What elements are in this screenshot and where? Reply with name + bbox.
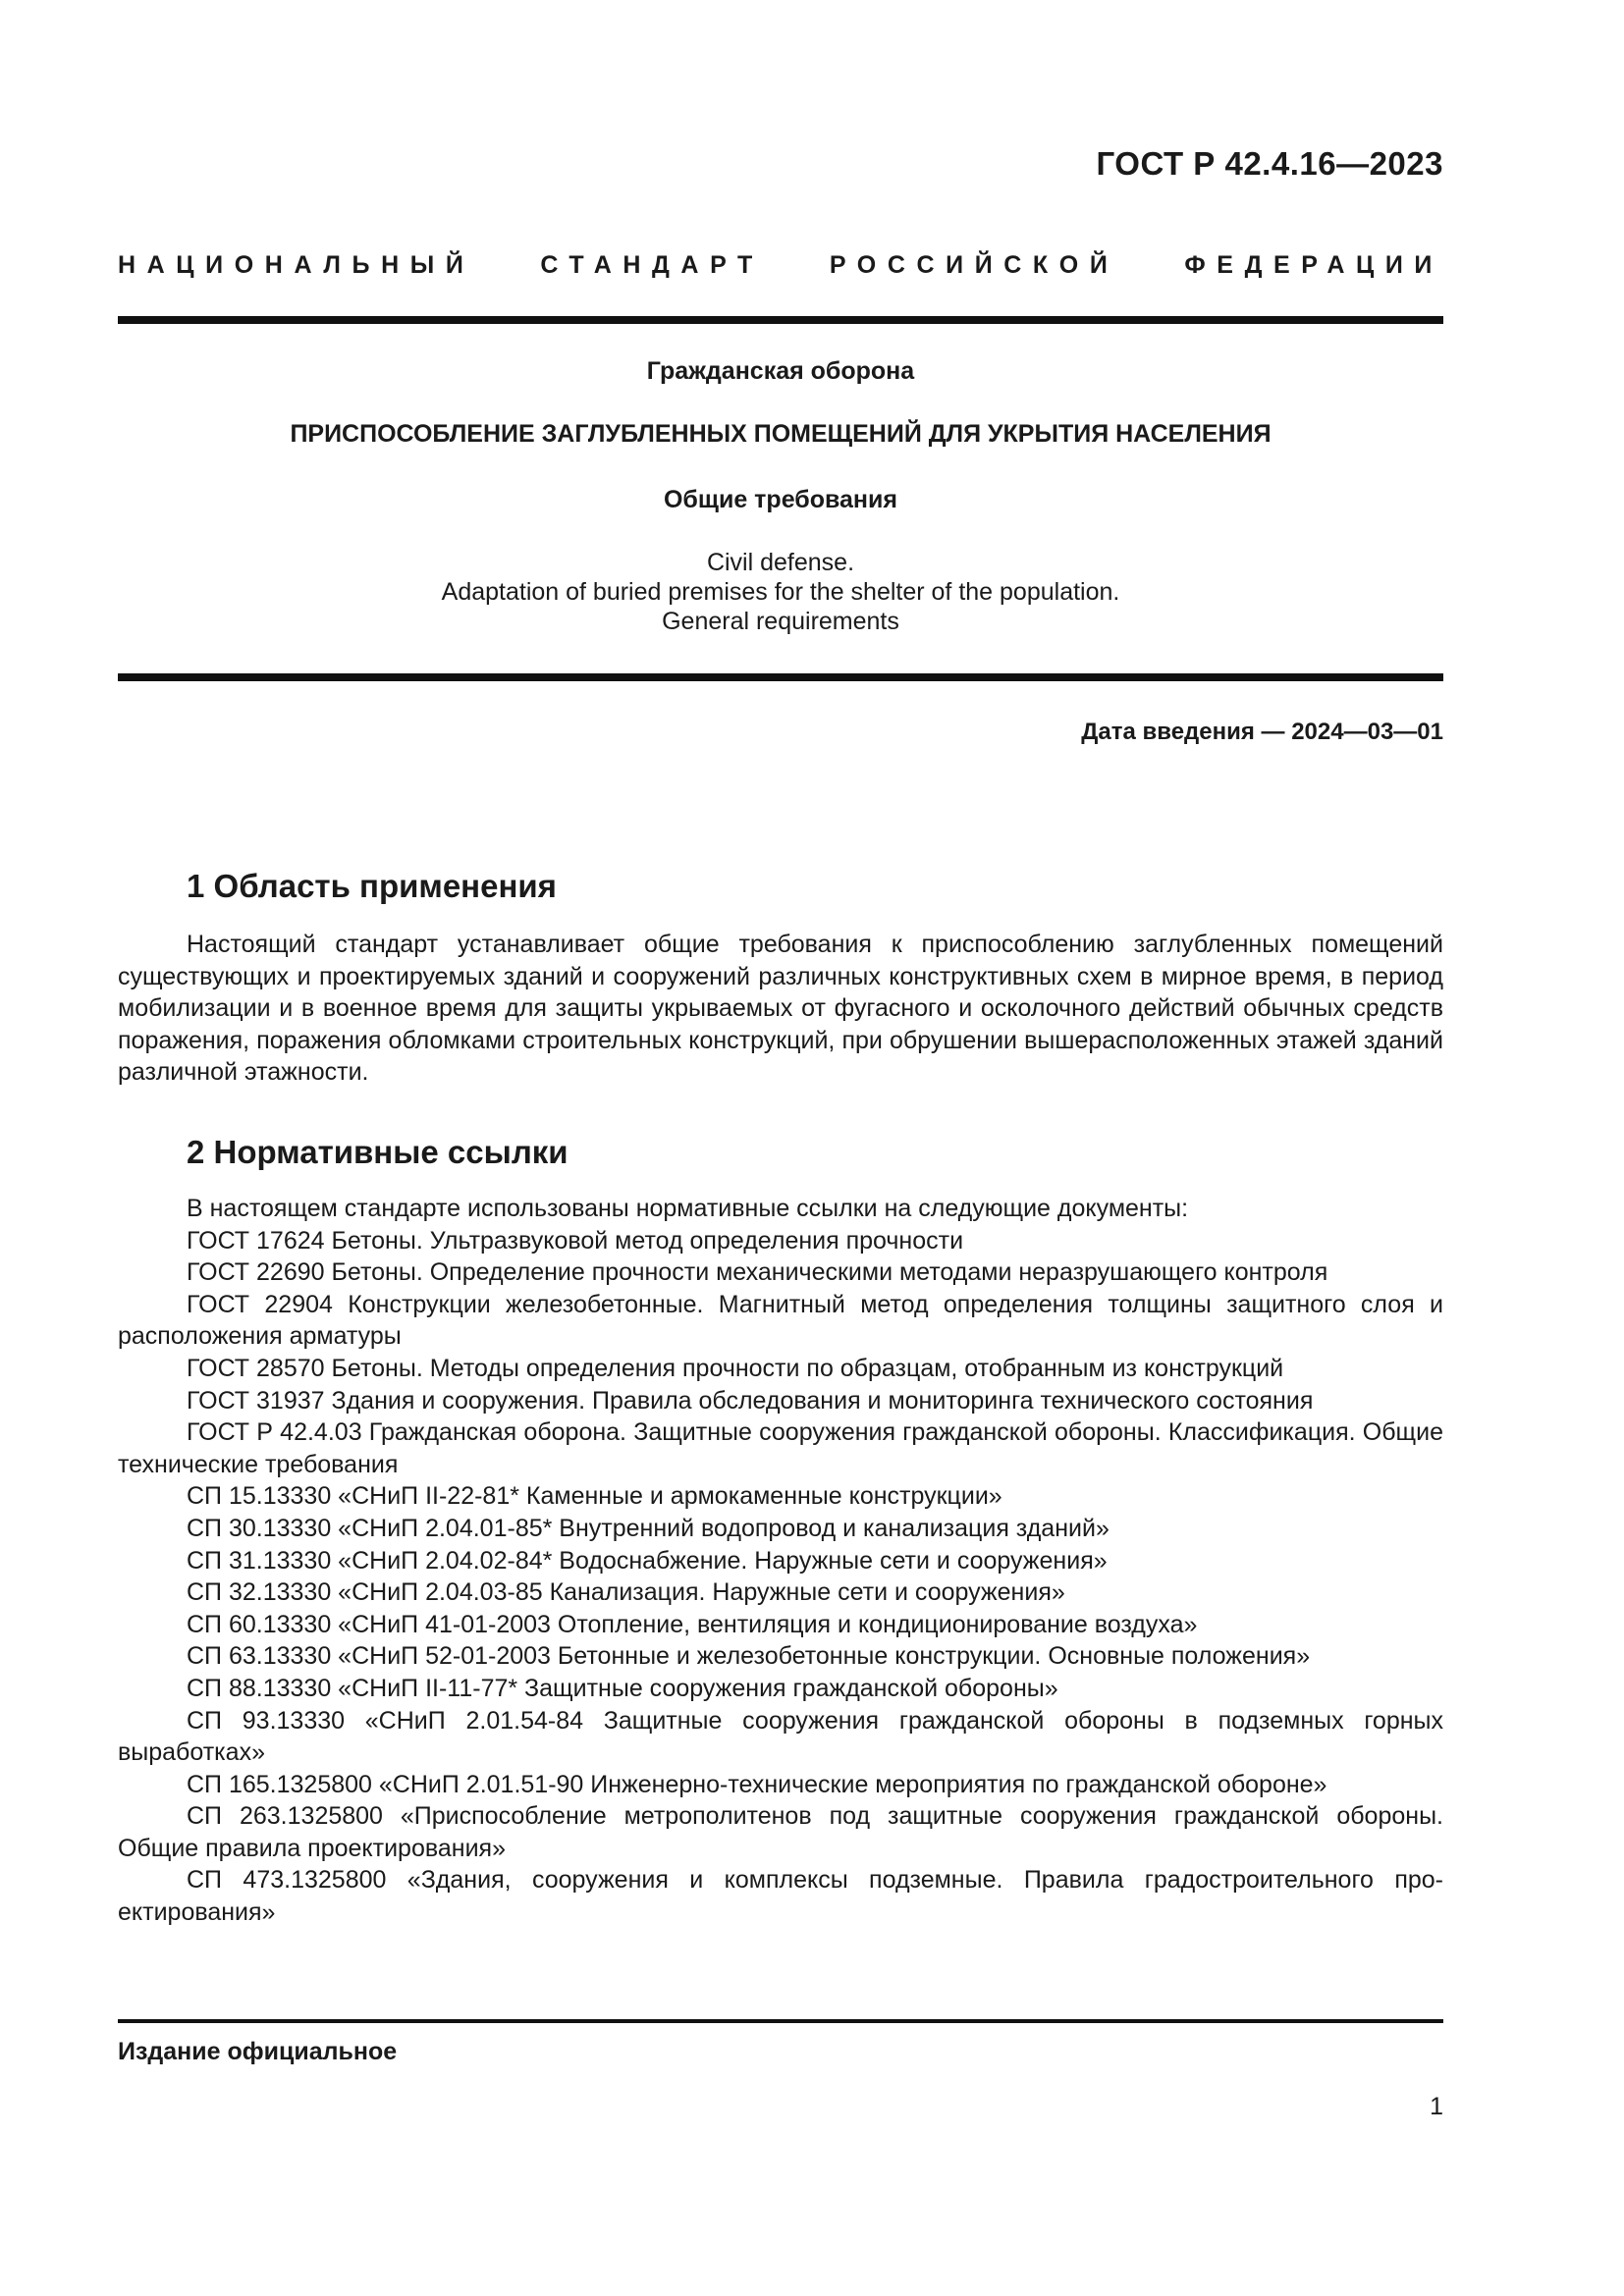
footer-divider	[118, 2019, 1443, 2023]
reference-item: ГОСТ 28570 Бетоны. Методы определения прочности по образцам, отобранным из конструкций	[187, 1354, 1284, 1382]
reference-item: СП 30.13330 «СНиП 2.04.01-85* Внутренний водопровод и канализация зданий»	[187, 1514, 1110, 1542]
reference-item: ГОСТ 22690 Бетоны. Определение прочности механическими методами неразрушающего контроля	[187, 1258, 1328, 1287]
section-heading-scope: 1 Область применения	[187, 868, 557, 904]
reference-item: СП 32.13330 «СНиП 2.04.03-85 Канализация. Наружные сети и сооружения»	[187, 1578, 1065, 1607]
reference-item: В настоящем стандарте использованы нормативные ссылки на следующие документы:	[187, 1195, 1189, 1222]
top-divider	[118, 316, 1443, 324]
reference-item: СП 31.13330 «СНиП 2.04.02-84* Водоснабжение. Наружные сети и сооружения»	[187, 1546, 1108, 1575]
scope-section	[118, 929, 1443, 1089]
document-subtitle: Общие требования	[663, 486, 897, 513]
official-edition-label: Издание официальное	[118, 2038, 398, 2065]
reference-item: СП 93.13330 «СНиП 2.01.54-84 Защитные сооружения гражданской обороны в подземных горных выработках»	[118, 1706, 1443, 1767]
document-page	[118, 0, 1443, 2296]
section-heading-references: 2 Нормативные ссылки	[187, 1134, 568, 1170]
english-title	[118, 548, 1443, 636]
document-number: ГОСТ Р 42.4.16—2023	[1096, 145, 1443, 182]
english-title-line: Civil defense.	[706, 549, 855, 576]
reference-item: СП 15.13330 «СНиП II-22-81* Каменные и армокаменные конструкции»	[187, 1482, 1002, 1511]
reference-item: ГОСТ 22904 Конструкции железобетонные. Магнитный метод определения толщины защитного слоя и расположения арматуры	[118, 1290, 1443, 1351]
reference-item: ГОСТ Р 42.4.03 Гражданская оборона. Защитные сооружения гражданской обороны. Классификация. Общие технические требования	[118, 1418, 1443, 1478]
reference-item: СП 165.1325800 «СНиП 2.01.51-90 Инженерно-технические мероприятия по гражданской обороне»	[187, 1770, 1327, 1798]
reference-item: СП 263.1325800 «Приспособление метрополитенов под защитные сооружения гражданской обороны. Общие правила проектирования»	[118, 1802, 1443, 1862]
english-title-line: General requirements	[662, 608, 899, 635]
effective-date: Дата введения — 2024—03—01	[1081, 719, 1443, 745]
page-number: 1	[1430, 2093, 1443, 2120]
reference-item: ГОСТ 31937 Здания и сооружения. Правила обследования и мониторинга технического состояния	[187, 1386, 1314, 1415]
reference-item: ГОСТ 17624 Бетоны. Ультразвуковой метод определения прочности	[187, 1226, 964, 1255]
standard-series: Гражданская оборона	[646, 357, 915, 385]
reference-item: СП 88.13330 «СНиП II-11-77* Защитные сооружения гражданской обороны»	[187, 1674, 1058, 1702]
reference-item: СП 473.1325800 «Здания, сооружения и комплексы подземные. Правила градостроительного проектирования»	[118, 1866, 1443, 1927]
national-standard-banner: НАЦИОНАЛЬНЫЙ СТАНДАРТ РОССИЙСКОЙ ФЕДЕРАЦИИ	[118, 251, 1443, 279]
reference-item: СП 63.13330 «СНиП 52-01-2003 Бетонные и железобетонные конструкции. Основные положения»	[187, 1642, 1311, 1671]
references-list	[118, 1193, 1443, 1929]
english-title-line: Adaptation of buried premises for the shelter of the population.	[441, 578, 1120, 606]
scope-paragraph: Настоящий стандарт устанавливает общие требования к приспособлению заглубленных помещений существующих и проектируемых зданий и сооружений различных конструктивных схем в мирное время, в период мобилизации и в военное время для защиты укрываемых от фугасного и осколочного действий обычных средств поражения, поражения обломками строительных конструкций, при обрушении вышерасположенных этажей зданий различной этажности.	[118, 931, 1443, 1087]
title-divider	[118, 673, 1443, 681]
reference-item: СП 60.13330 «СНиП 41-01-2003 Отопление, вентиляция и кондиционирование воздуха»	[187, 1610, 1198, 1638]
document-title: ПРИСПОСОБЛЕНИЕ ЗАГЛУБЛЕННЫХ ПОМЕЩЕНИЙ ДЛЯ УКРЫТИЯ НАСЕЛЕНИЯ	[290, 420, 1272, 448]
